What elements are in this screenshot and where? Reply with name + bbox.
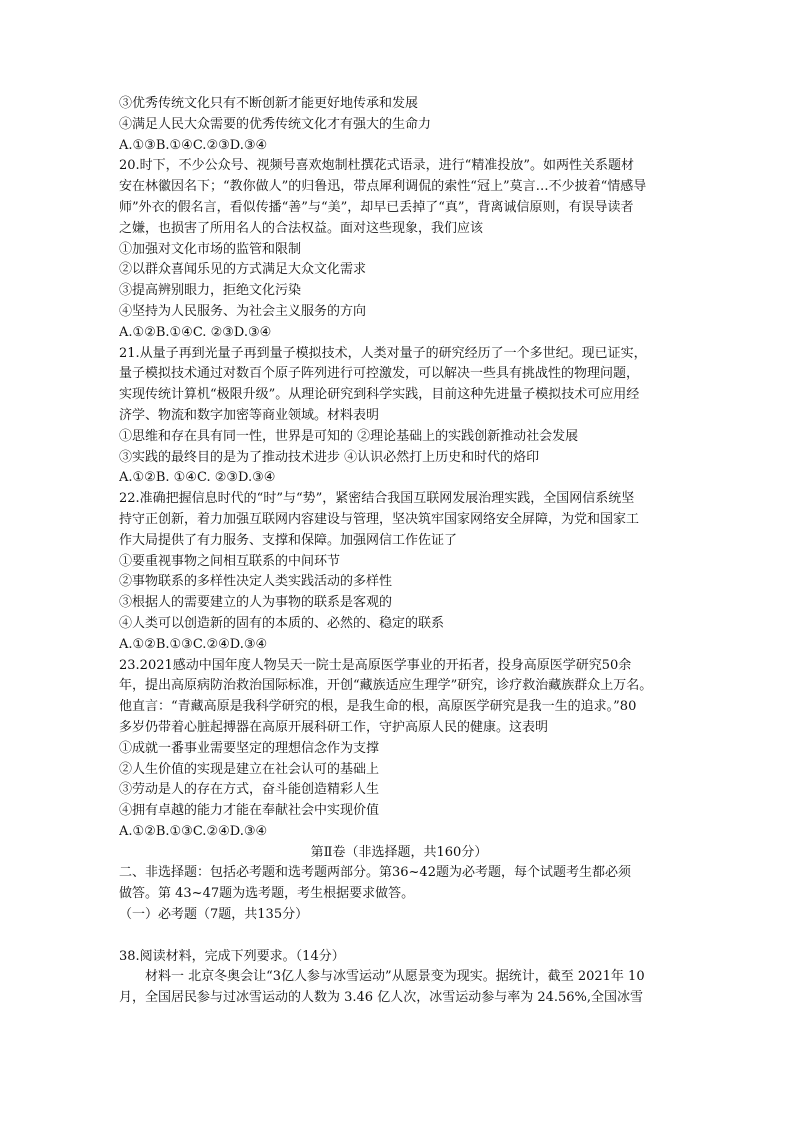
text-line: ③提高辨别眼力，拒绝文化污染 [119,283,302,299]
text-line: 量子模拟技术通过对数百个原子阵列进行可控激发，可以解决一些具有挑战性的物理问题， [119,366,640,382]
text-line: ④拥有卓越的能力才能在奉献社会中实现价值 [119,803,380,819]
text-line: 持守正创新，着力加强互联网内容建设与管理，坚决筑牢国家网络安全屏障，为党和国家工 [119,511,640,527]
text-line: ①要重视事物之间相互联系的中间环节 [119,553,341,569]
text-line: ①思维和存在具有同一性，世界是可知的 ②理论基础上的实践创新推动社会发展 [119,428,579,444]
text-line: ③根据人的需要建立的人为事物的联系是客观的 [119,595,393,611]
text-line: ②以群众喜闻乐见的方式满足大众文化需求 [119,262,367,278]
text-line: ③实践的最终目的是为了推动技术进步 ④认识必然打上历史和时代的烙印 [119,449,540,465]
text-line: 作大局提供了有力服务、支撑和保障。加强网信工作佐证了 [119,532,458,548]
text-line: A.①②B. ①④C. ②③D.③④ [119,470,276,486]
text-line: 20.时下，不少公众号、视频号喜欢炮制杜撰花式语录，进行“精准投放”。如两性关系题材 [119,158,634,174]
text-line: 之嫌，也损害了所用名人的合法权益。面对这些现象，我们应该 [119,220,484,236]
text-line: 济学、物流和数字加密等商业领域。材料表明 [119,407,380,423]
text-line: 22.准确把握信息时代的“时”与“势”，紧密结合我国互联网发展治理实践，全国网信系统坚 [119,491,635,507]
text-line: 做答。第 43~47题为选考题，考生根据要求做答。 [119,886,415,902]
text-line: A.①②B.①③C.②④D.③④ [119,636,268,652]
section-heading: 第Ⅱ卷（非选择题，共160分） [310,844,488,860]
text-line: 月，全国居民参与过冰雪运动的人数为 3.46 亿人次，冰雪运动参与率为 24.56%,全国冰雪 [119,990,644,1006]
text-line: 实现传统计算机“极限升级”。从理论研究到科学实践，目前这种先进量子模拟技术可应用经 [119,387,640,403]
text-line: 安在林徽因名下；“教你做人”的归鲁迅，带点犀利调侃的索性“冠上”莫言…不少披着“情感导 [119,179,647,195]
text-line: 38.阅读材料，完成下列要求。（14分） [119,948,345,964]
text-line: ②事物联系的多样性决定人类实践活动的多样性 [119,574,393,590]
text-line: 二、非选择题：包括必考题和选考题两部分。第36~42题为必考题，每个试题考生都必须 [119,865,631,881]
exam-text-body [119,94,679,1009]
text-line: 21.从量子再到光量子再到量子模拟技术，人类对量子的研究经历了一个多世纪。现已证实， [119,345,647,361]
text-line: 师”外衣的假名言，看似传播“善”与“美”，却早已丢掉了“真”，背离诚信原则，有误导读者 [119,199,634,215]
text-line: ①成就一番事业需要坚定的理想信念作为支撑 [119,740,380,756]
text-line: 年，提出高原病防治救治国际标准，开创“藏族适应生理学”研究，诊疗救治藏族群众上万名。 [119,678,653,694]
text-line: 材料一 北京冬奥会让“3亿人参与冰雪运动”从愿景变为现实。据统计，截至 2021年 10 [145,969,645,985]
text-line: A.①②B.①④C. ②③D.③④ [119,324,272,340]
text-line: 23.2021感动中国年度人物吴天一院士是高原医学事业的开拓者，投身高原医学研究50余 [119,657,632,673]
text-line: 多岁仍带着心脏起搏器在高原开展科研工作，守护高原人民的健康。这表明 [119,719,549,735]
text-line: 他直言：“青藏高原是我科学研究的根，是我生命的根，高原医学研究是我一生的追求。”80 [119,699,637,715]
text-line: ④人类可以创造新的固有的本质的、必然的、稳定的联系 [119,615,445,631]
text-line: ④坚持为人民服务、为社会主义服务的方向 [119,303,367,319]
text-line: ③优秀传统文化只有不断创新才能更好地传承和发展 [119,96,419,111]
text-line: ③劳动是人的存在方式，奋斗能创造精彩人生 [119,782,380,798]
text-line: A.①③B.①④C.②③D.③④ [119,137,268,153]
text-line: ①加强对文化市场的监管和限制 [119,241,302,257]
text-line: ④满足人民大众需要的优秀传统文化才有强大的生命力 [119,116,432,132]
blank-line [119,926,679,947]
text-line: A.①②B.①③C.②④D.③④ [119,823,268,839]
text-line: ②人生价值的实现是建立在社会认可的基础上 [119,761,380,777]
text-line: （一）必考题（7题，共135分） [119,907,309,923]
